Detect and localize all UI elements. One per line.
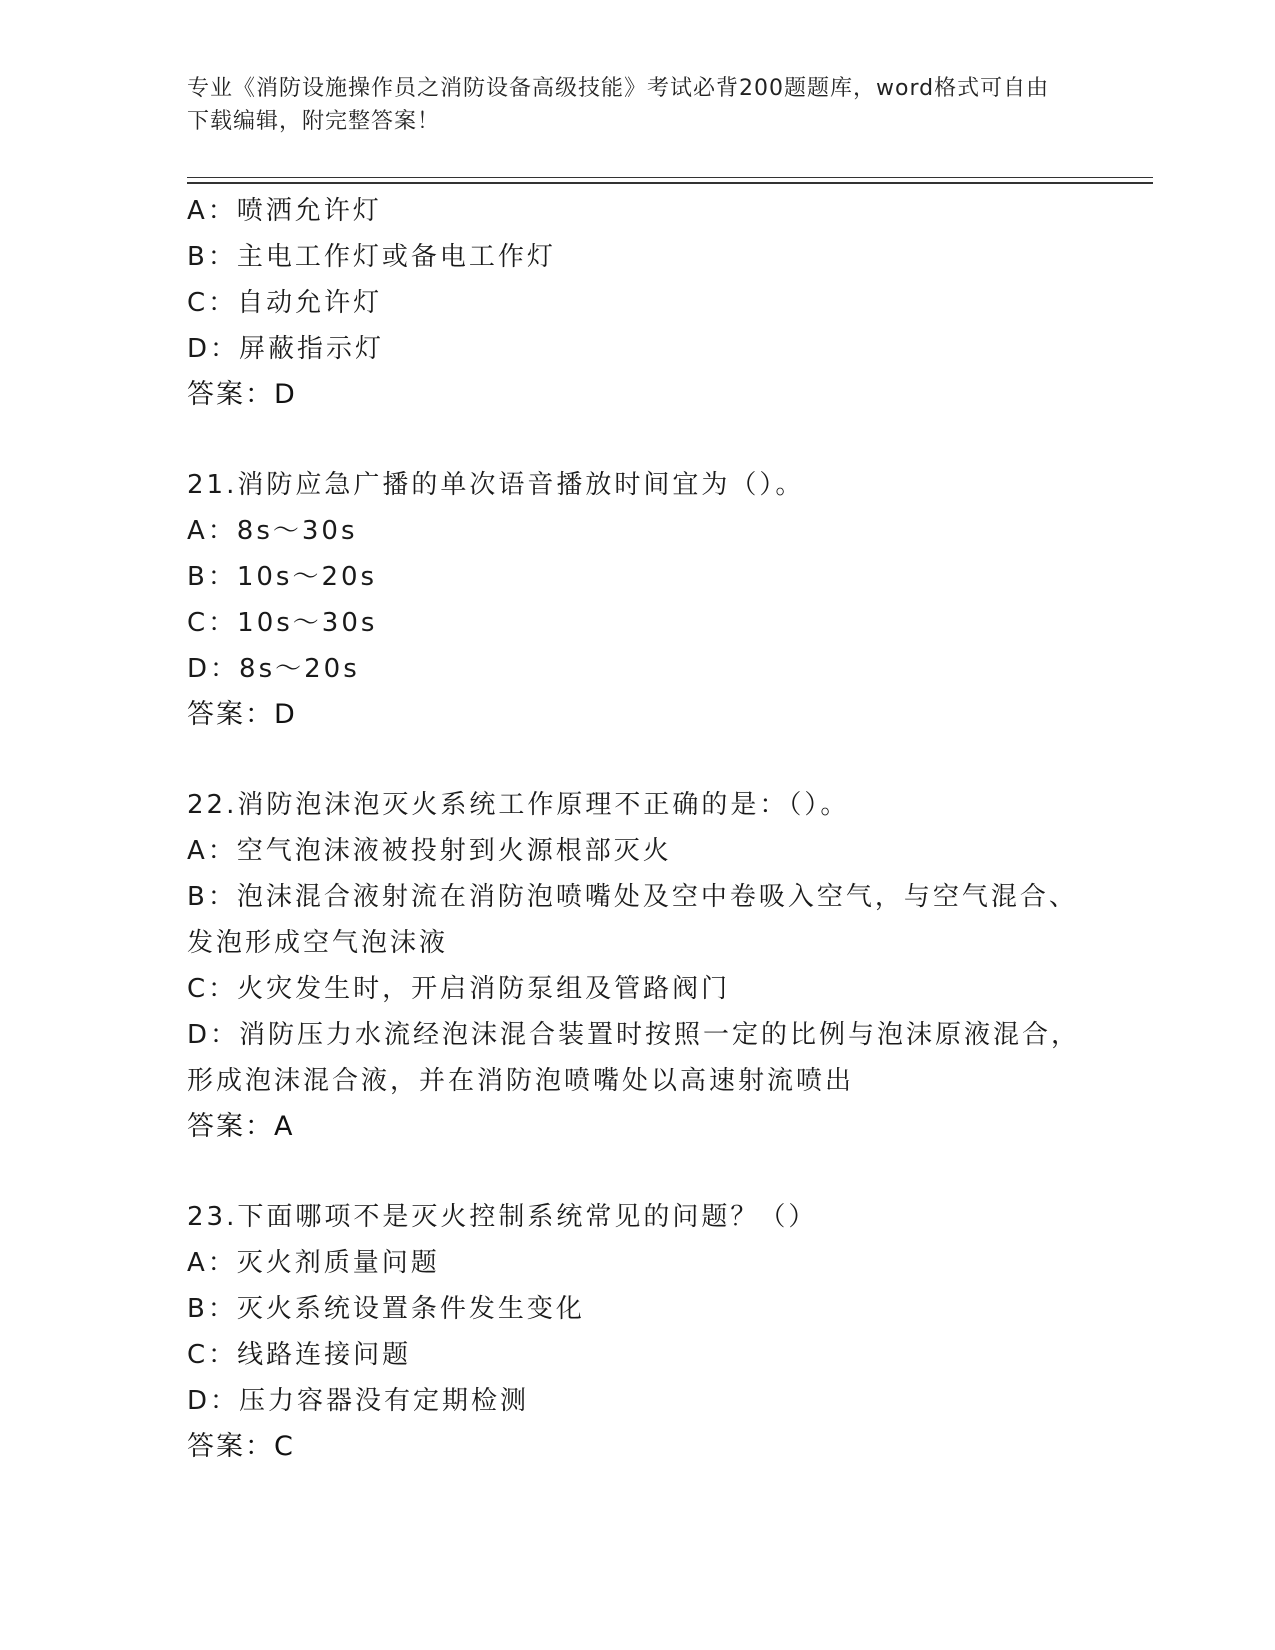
option-c: C：10s～30s [187, 608, 378, 638]
option-d: D：屏蔽指示灯 [187, 334, 385, 364]
option-b: B：灭火系统设置条件发生变化 [187, 1294, 585, 1324]
answer-line: 答案：D [187, 699, 297, 730]
spacer [187, 418, 1087, 462]
option-d: D：消防压力水流经泡沫混合装置时按照一定的比例与泡沫原液混合，形成泡沫混合液，并在消防泡喷嘴处以高速射流喷出 [187, 1020, 1081, 1096]
question-stem: 22.消防泡沫泡灭火系统工作原理不正确的是：（）。 [187, 790, 850, 820]
option-c: C：火灾发生时，开启消防泵组及管路阀门 [187, 974, 731, 1004]
header-divider-thick [187, 182, 1153, 184]
spacer [187, 1150, 1087, 1194]
option-a: A：灭火剂质量问题 [187, 1248, 440, 1278]
option-d: D：压力容器没有定期检测 [187, 1386, 530, 1416]
answer-line: 答案：A [187, 1111, 295, 1142]
option-c: C：自动允许灯 [187, 288, 383, 318]
question-block-21 [187, 462, 1087, 738]
question-block-23 [187, 1194, 1087, 1470]
spacer [187, 738, 1087, 782]
question-block-22 [187, 782, 1087, 1150]
option-a: A：空气泡沫液被投射到火源根部灭火 [187, 836, 672, 866]
option-a: A：8s～30s [187, 516, 358, 546]
option-b: B：主电工作灯或备电工作灯 [187, 242, 556, 272]
option-b: B：10s～20s [187, 562, 378, 592]
question-stem: 21.消防应急广播的单次语音播放时间宜为（）。 [187, 470, 805, 500]
question-list [187, 188, 1087, 1470]
answer-line: 答案：C [187, 1431, 295, 1462]
document-header: 专业《消防设施操作员之消防设备高级技能》考试必背200题题库，word格式可自由下载编辑，附完整答案！ [187, 76, 1050, 134]
option-a: A：喷洒允许灯 [187, 196, 382, 226]
header-divider-thin [187, 177, 1153, 178]
answer-line: 答案：D [187, 379, 297, 410]
question-stem: 23.下面哪项不是灭火控制系统常见的问题？（） [187, 1202, 818, 1232]
option-b: B：泡沫混合液射流在消防泡喷嘴处及空中卷吸入空气，与空气混合、发泡形成空气泡沫液 [187, 882, 1078, 958]
question-block-continued [187, 188, 1087, 418]
option-d: D：8s～20s [187, 654, 360, 684]
option-c: C：线路连接问题 [187, 1340, 412, 1370]
